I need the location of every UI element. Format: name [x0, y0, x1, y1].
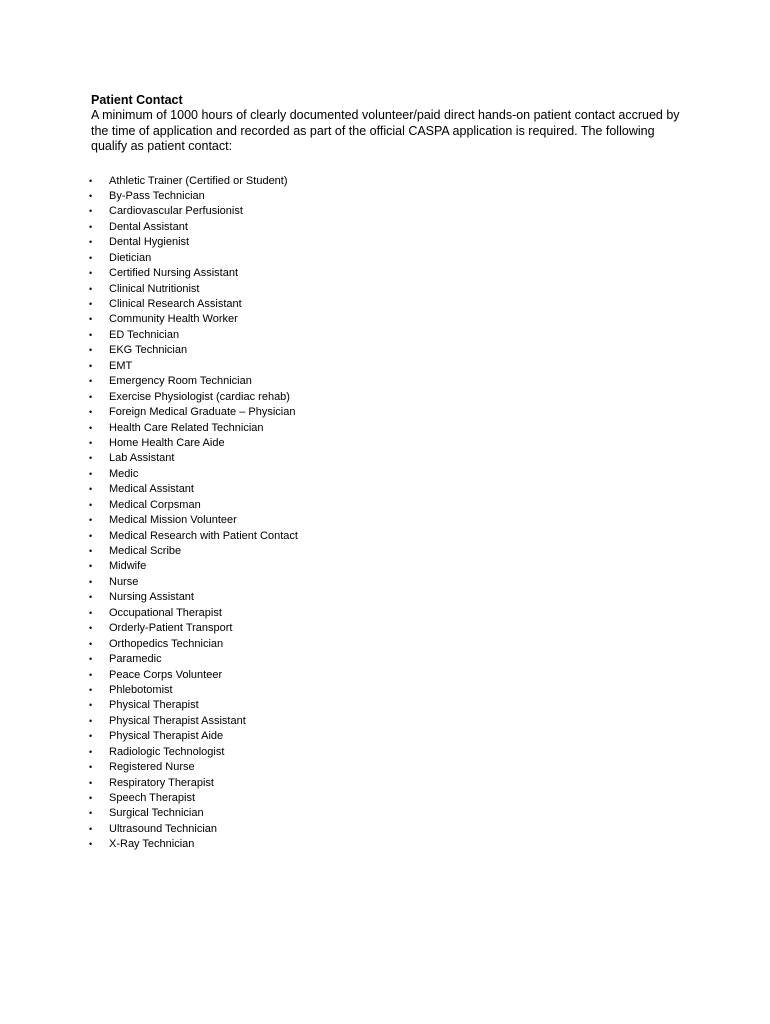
- list-item: [91, 189, 691, 204]
- bullet-icon: •: [89, 499, 93, 510]
- list-item: [91, 282, 691, 297]
- list-item-label: Dental Assistant: [109, 220, 188, 233]
- list-item: [91, 559, 691, 574]
- bullet-icon: •: [89, 376, 93, 387]
- bullet-icon: •: [89, 808, 93, 819]
- bullet-icon: •: [89, 823, 93, 834]
- list-item-label: By-Pass Technician: [109, 189, 205, 202]
- list-item-label: Emergency Room Technician: [109, 375, 252, 388]
- bullet-icon: •: [89, 190, 93, 201]
- list-item-label: EMT: [109, 359, 133, 372]
- bullet-icon: •: [89, 607, 93, 618]
- list-item: [91, 482, 691, 497]
- bullet-icon: •: [89, 345, 93, 356]
- list-item-label: Medic: [109, 467, 139, 480]
- bullet-icon: •: [89, 422, 93, 433]
- list-item-label: Paramedic: [109, 653, 162, 666]
- list-item: [91, 606, 691, 621]
- list-item-label: ED Technician: [109, 328, 180, 341]
- list-item-label: Medical Mission Volunteer: [109, 514, 237, 527]
- bullet-icon: •: [89, 437, 93, 448]
- list-item-label: Phlebotomist: [109, 683, 173, 696]
- list-item-label: Lab Assistant: [109, 452, 175, 465]
- list-item-label: Physical Therapist: [109, 699, 199, 712]
- list-item: [91, 421, 691, 436]
- list-item-label: Cardiovascular Perfusionist: [109, 205, 243, 218]
- list-item: [91, 729, 691, 744]
- list-item-label: Clinical Research Assistant: [109, 298, 242, 310]
- list-item: [91, 791, 691, 806]
- list-item-label: Surgical Technician: [109, 807, 204, 820]
- list-item: [91, 174, 691, 189]
- list-item: [91, 837, 691, 852]
- bullet-icon: •: [89, 793, 93, 803]
- list-item: [91, 668, 691, 683]
- list-item: [91, 590, 691, 605]
- list-item: [91, 359, 691, 374]
- list-item-label: Exercise Physiologist (cardiac rehab): [109, 390, 290, 403]
- list-item: [91, 529, 691, 544]
- list-item: [91, 436, 691, 451]
- list-item: [91, 390, 691, 405]
- bullet-icon: •: [89, 391, 93, 402]
- bullet-icon: •: [89, 561, 93, 572]
- bullet-icon: •: [89, 762, 93, 773]
- list-item-label: Midwife: [109, 560, 147, 573]
- section-heading: Patient Contact: [91, 93, 183, 107]
- bullet-icon: •: [89, 684, 93, 695]
- list-item: [91, 621, 691, 636]
- list-item-label: Medical Corpsman: [109, 498, 201, 511]
- bullet-icon: •: [89, 669, 93, 680]
- list-item: [91, 451, 691, 466]
- bullet-icon: •: [89, 206, 93, 217]
- list-item-label: Dietician: [109, 251, 152, 264]
- list-item-label: Radiologic Technologist: [109, 745, 225, 758]
- list-item-label: Foreign Medical Graduate – Physician: [109, 406, 296, 419]
- list-item-label: Speech Therapist: [109, 792, 196, 804]
- bullet-icon: •: [89, 329, 93, 340]
- list-item: [91, 251, 691, 266]
- bullet-icon: •: [89, 623, 93, 634]
- list-item: [91, 328, 691, 343]
- list-item: [91, 220, 691, 235]
- list-item: [91, 806, 691, 821]
- document-content: [91, 93, 691, 853]
- list-item: [91, 235, 691, 250]
- bullet-icon: •: [89, 407, 93, 418]
- list-item-label: Medical Scribe: [109, 545, 182, 557]
- list-item-label: Peace Corps Volunteer: [109, 668, 223, 681]
- list-item-label: Orthopedics Technician: [109, 637, 224, 650]
- list-item: [91, 513, 691, 528]
- list-item: [91, 498, 691, 513]
- bullet-icon: •: [89, 314, 93, 325]
- list-item: [91, 544, 691, 559]
- list-item: [91, 467, 691, 482]
- list-item: [91, 575, 691, 590]
- list-item: [91, 297, 691, 312]
- list-item-label: Home Health Care Aide: [109, 436, 225, 449]
- list-item-label: Dental Hygienist: [109, 236, 190, 249]
- bullet-icon: •: [89, 252, 93, 263]
- bullet-icon: •: [89, 715, 93, 726]
- list-item: [91, 312, 691, 327]
- list-item-label: EKG Technician: [109, 344, 188, 357]
- list-item: [91, 652, 691, 667]
- bullet-icon: •: [89, 777, 93, 788]
- list-item-label: Respiratory Therapist: [109, 776, 214, 789]
- bullet-icon: •: [89, 268, 93, 279]
- list-item: [91, 374, 691, 389]
- list-item-label: Medical Research with Patient Contact: [109, 529, 298, 542]
- bullet-icon: •: [89, 299, 93, 309]
- list-item-label: Registered Nurse: [109, 761, 195, 774]
- bullet-icon: •: [89, 592, 93, 603]
- list-item: [91, 714, 691, 729]
- list-item: [91, 698, 691, 713]
- bullet-icon: •: [89, 175, 93, 186]
- list-item-label: Ultrasound Technician: [109, 822, 218, 835]
- list-item: [91, 760, 691, 775]
- list-item: [91, 266, 691, 281]
- list-item-label: Athletic Trainer (Certified or Student): [109, 174, 288, 187]
- bullet-icon: •: [89, 576, 93, 587]
- bullet-icon: •: [89, 221, 93, 232]
- bullet-icon: •: [89, 839, 93, 850]
- list-item: [91, 822, 691, 837]
- bullet-icon: •: [89, 654, 93, 665]
- patient-contact-list: [91, 174, 691, 853]
- bullet-icon: •: [89, 731, 93, 742]
- list-item: [91, 637, 691, 652]
- bullet-icon: •: [89, 484, 93, 495]
- list-item: [91, 204, 691, 219]
- bullet-icon: •: [89, 283, 93, 294]
- bullet-icon: •: [89, 638, 93, 649]
- list-item-label: Community Health Worker: [109, 313, 238, 326]
- bullet-icon: •: [89, 700, 93, 711]
- bullet-icon: •: [89, 746, 93, 757]
- list-item-label: Occupational Therapist: [109, 606, 222, 619]
- list-item: [91, 405, 691, 420]
- bullet-icon: •: [89, 546, 93, 556]
- list-item-label: Nursing Assistant: [109, 591, 194, 604]
- bullet-icon: •: [89, 530, 93, 541]
- list-item-label: Nurse: [109, 575, 139, 588]
- bullet-icon: •: [89, 453, 93, 464]
- list-item-label: Clinical Nutritionist: [109, 282, 200, 295]
- list-item: [91, 683, 691, 698]
- list-item-label: Certified Nursing Assistant: [109, 267, 238, 280]
- list-item-label: X-Ray Technician: [109, 838, 195, 851]
- list-item-label: Health Care Related Technician: [109, 421, 264, 434]
- bullet-icon: •: [89, 515, 93, 526]
- list-item: [91, 776, 691, 791]
- list-item-label: Physical Therapist Aide: [109, 730, 224, 743]
- bullet-icon: •: [89, 237, 93, 248]
- intro-paragraph: A minimum of 1000 hours of clearly documented volunteer/paid direct hands-on patient contact accrued by the time of application and recorded as part of the official CASPA application is required. The following qualify as patient contact:: [91, 108, 680, 153]
- list-item: [91, 745, 691, 760]
- bullet-icon: •: [89, 360, 93, 371]
- bullet-icon: •: [89, 468, 93, 479]
- list-item-label: Orderly-Patient Transport: [109, 622, 233, 635]
- list-item: [91, 343, 691, 358]
- list-item-label: Physical Therapist Assistant: [109, 714, 246, 727]
- list-item-label: Medical Assistant: [109, 483, 194, 496]
